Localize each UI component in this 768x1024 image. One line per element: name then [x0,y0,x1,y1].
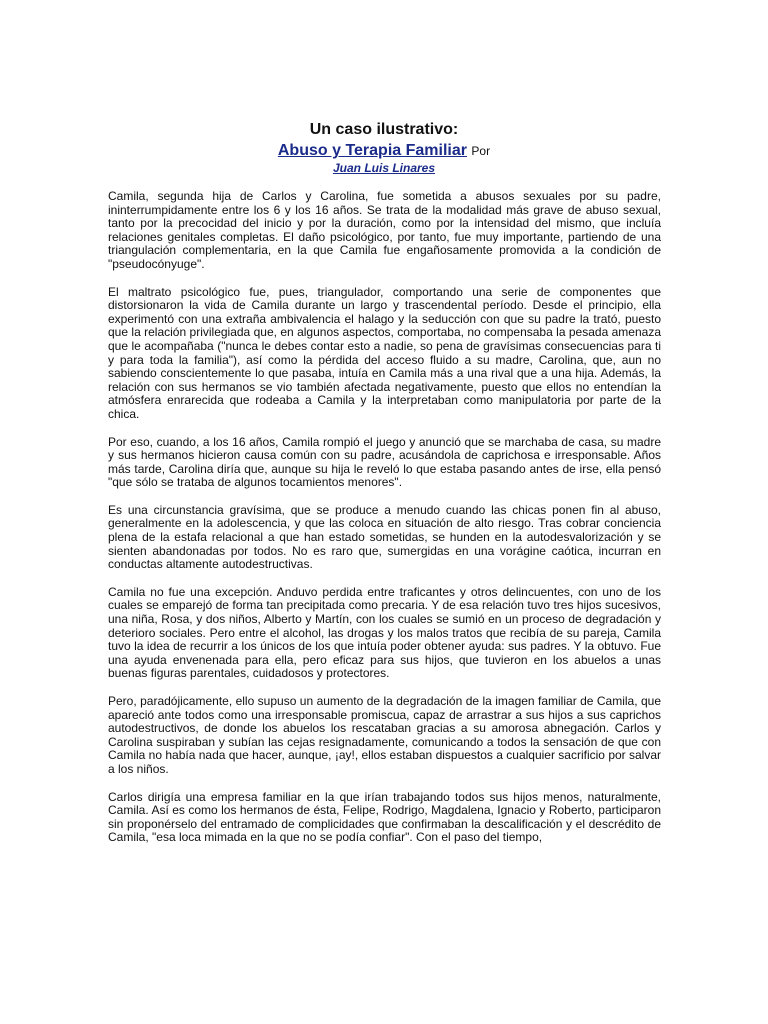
article-subtitle [0,141,768,161]
article-title: Un caso ilustrativo: [309,121,459,138]
paragraph: El maltrato psicológico fue, pues, triangulador, comportando una serie de componentes que distorsionaron la vida de Camila durante un largo y trascendental período. Desde el principio, ella experimentó con una extraña ambivalencia el halago y la seducción con que su padre la trató, puesto que la relación privilegiada que, en algunos aspectos, comportaba, no compensaba la pesada amenaza que le acompañaba ("nunca le debes contar esto a nadie, so pena de gravísimas consecuencias para ti y para toda la familia"), así como la pérdida del acceso fluido a su madre, Carolina, que, aun no sabiendo conscientemente lo que pasaba, intuía en Camila más a una rival que a una hija. Además, la relación con sus hermanos se vio también afectada negativamente, puesto que ellos no entendían la atmósfera enrarecida que rodeaba a Camila y la interpretaban como manipulatoria por parte de la chica. [108,284,661,421]
paragraph: Por eso, cuando, a los 16 años, Camila rompió el juego y anunció que se marchaba de casa, su madre y sus hermanos hicieron causa común con su padre, acusándola de caprichosa e irresponsable. Años más tarde, Carolina diría que, aunque su hija le reveló lo que estaba pasando antes de irse, ella pensó "que sólo se trataba de algunos tocamientos menores". [108,434,661,490]
paragraph: Pero, paradójicamente, ello supuso un aumento de la degradación de la imagen familiar de Camila, que apareció ante todos como una irresponsable promiscua, capaz de arrastrar a sus hijos a sus caprichos autodestructivos, de donde los abuelos los rescataban gracias a su amorosa abnegación. Carlos y Carolina suspiraban y subían las cejas resignadamente, comunicando a todos la sensación de que con Camila no había nada que hacer, aunque, ¡ay!, ellos estaban dispuestos a cualquier sacrificio por salvar a los niños. [108,694,662,776]
subtitle-link[interactable]: Abuso y Terapia Familiar [277,142,467,159]
article-header [0,120,768,176]
article-body [108,190,661,859]
paragraph: Camila no fue una excepción. Anduvo perdida entre traficantes y otros delincuentes, con uno de los cuales se emparejó de forma tan precipitada como precaria. Y de esa relación tuvo tres hijos sucesivos, una niña, Rosa, y dos niños, Alberto y Martín, con los cuales se sumió en un proceso de degradación y deterioro sociales. Pero entre el alcohol, las drogas y los malos tratos que recibía de su pareja, Camila tuvo la idea de recurrir a los únicos de los que intuía poder obtener ayuda: sus padres. Y la obtuvo. Fue una ayuda envenenada para ella, pero eficaz para sus hijos, que tuvieron en los abuelos a unas buenas figuras parentales, cuidadosos y protectores. [108,584,661,681]
author-line [0,161,768,176]
byline-prefix: Por [471,144,491,158]
paragraph: Carlos dirigía una empresa familiar en la que irían trabajando todos sus hijos menos, naturalmente, Camila. Así es como los hermanos de ésta, Felipe, Rodrigo, Magdalena, Ignacio y Roberto, participaron sin proponérselo del entramado de complicidades que confirmaban la descalificación y el descrédito de Camila, "esa loca mimada en la que no se podía confiar". Con el paso del tiempo, [108,789,661,845]
paragraph: Es una circunstancia gravísima, que se produce a menudo cuando las chicas ponen fin al abuso, generalmente en la adolescencia, y que las coloca en situación de alto riesgo. Tras cobrar conciencia plena de la estafa relacional a que han estado sometidas, se hunden en la autodesvalorización y se sienten abandonadas por todos. No es raro que, sumergidas en una vorágine caótica, incurran en conductas altamente autodestructivas. [108,502,661,572]
paragraph: Camila, segunda hija de Carlos y Carolina, fue sometida a abusos sexuales por su padre, ininterrumpidamente entre los 6 y los 16 años. Se trata de la modalidad más grave de abuso sexual, tanto por la precocidad del inicio y por la duración, como por la intensidad del mismo, que incluía relaciones genitales completas. El daño psicológico, por tanto, fue muy importante, partiendo de una triangulación complementaria, en la que Camila fue engañosamente promovida a la condición de "pseudocónyuge". [108,189,661,271]
author-link[interactable]: Juan Luis Linares [332,161,436,175]
